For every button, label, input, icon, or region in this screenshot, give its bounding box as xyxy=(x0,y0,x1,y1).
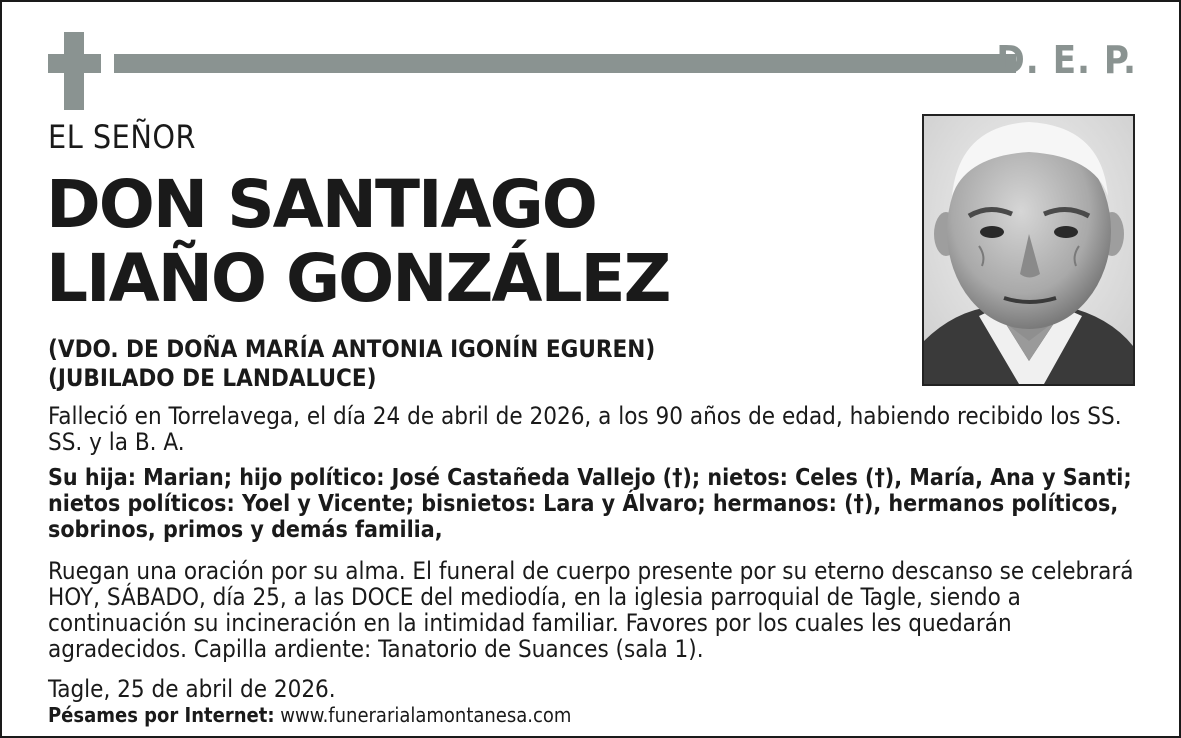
condolences-label: Pésames por Internet: xyxy=(48,703,275,727)
death-paragraph: Falleció en Torrelavega, el día 24 de abril de 2026, a los 90 años de edad, habiendo recibido los SS. SS. y la B. A. xyxy=(48,402,1122,456)
header-rule xyxy=(114,54,1016,73)
deceased-name xyxy=(46,168,669,316)
funeral-paragraph: Ruegan una oración por su alma. El funeral de cuerpo presente por su eterno descanso se celebrará HOY, SÁBADO, día 25, a las DOCE del mediodía, en la iglesia parroquial de Tagle, siendo a continuación su incineración en la intimidad familiar. Favores por los cuales les quedarán agradecidos. Capilla ardiente: Tanatorio de Suances (sala 1). xyxy=(48,557,1134,663)
deceased-name-line1: DON SANTIAGO xyxy=(46,166,596,243)
honorific: EL SEÑOR xyxy=(48,118,197,156)
place-date: Tagle, 25 de abril de 2026. xyxy=(48,675,336,703)
cross-icon-arm xyxy=(48,54,101,73)
widower-subtitle: (VDO. DE DOÑA MARÍA ANTONIA IGONÍN EGUREN) xyxy=(48,335,656,363)
condolences-line xyxy=(48,703,571,727)
condolences-url[interactable]: www.funerarialamontanesa.com xyxy=(280,703,572,727)
retired-subtitle: (JUBILADO DE LANDALUCE) xyxy=(48,364,377,392)
dep-label: D. E. P. xyxy=(996,38,1137,82)
family-paragraph: Su hija: Marian; hijo político: José Castañeda Vallejo (†); nietos: Celes (†), María, Ana y Santi; nietos políticos: Yoel y Vicente; bisnietos: Lara y Álvaro; hermanos: (†), hermanos políticos, sobrinos, primos y demás familia, xyxy=(48,465,1132,543)
portrait-photo xyxy=(922,114,1135,386)
deceased-name-line2: LIAÑO GONZÁLEZ xyxy=(46,240,670,317)
portrait-image xyxy=(924,116,1133,384)
subtitles xyxy=(48,335,655,393)
